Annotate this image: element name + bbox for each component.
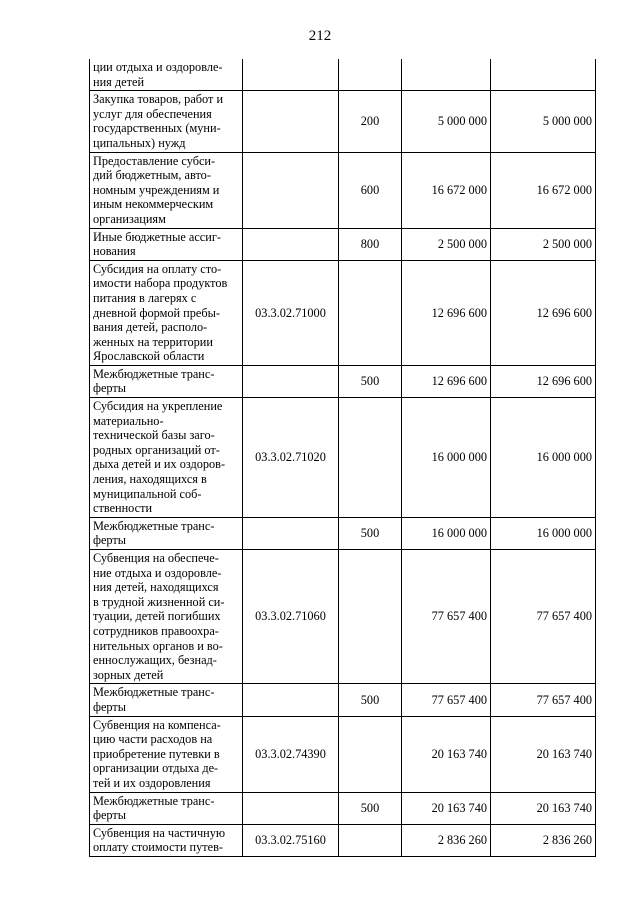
- amount-cell: 2 836 260: [402, 824, 491, 856]
- amount-cell: 20 163 740: [402, 716, 491, 792]
- row-name-cell: Закупка товаров, работ и услуг для обеспечения государственных (муни- ципальных) нужд: [90, 91, 243, 152]
- target-code-cell: 03.3.02.71060: [243, 550, 339, 684]
- amount-cell: 12 696 600: [402, 260, 491, 365]
- amount-total-cell: 2 836 260: [491, 824, 596, 856]
- amount-cell: 16 000 000: [402, 398, 491, 518]
- amount-cell: 20 163 740: [402, 792, 491, 824]
- expense-type-cell: 800: [339, 228, 402, 260]
- row-name-cell: ции отдыха и оздоровле- ния детей: [90, 59, 243, 91]
- amount-cell: 16 672 000: [402, 152, 491, 228]
- amount-cell: 5 000 000: [402, 91, 491, 152]
- expense-type-cell: 500: [339, 684, 402, 716]
- table-row: [90, 684, 596, 716]
- expense-type-cell: [339, 824, 402, 856]
- table-row: [90, 716, 596, 792]
- amount-cell: 2 500 000: [402, 228, 491, 260]
- row-name-cell: Межбюджетные транс- ферты: [90, 684, 243, 716]
- page-number: 212: [308, 28, 332, 44]
- target-code-cell: [243, 152, 339, 228]
- target-code-cell: [243, 59, 339, 91]
- table-row: [90, 517, 596, 549]
- expense-type-cell: [339, 260, 402, 365]
- row-name-cell: Субсидия на укрепление материально- технической базы заго- родных организаций от- дыха детей и их оздоров- ления, находящихся в муниципальной соб- ственности: [90, 398, 243, 518]
- target-code-cell: 03.3.02.75160: [243, 824, 339, 856]
- target-code-cell: 03.3.02.71000: [243, 260, 339, 365]
- amount-total-cell: 20 163 740: [491, 716, 596, 792]
- table-row: [90, 550, 596, 684]
- expense-type-cell: [339, 398, 402, 518]
- table-row: [90, 59, 596, 91]
- amount-total-cell: 12 696 600: [491, 365, 596, 397]
- amount-total-cell: 16 000 000: [491, 517, 596, 549]
- target-code-cell: [243, 91, 339, 152]
- target-code-cell: [243, 684, 339, 716]
- row-name-cell: Субвенция на компенса- цию части расходов на приобретение путевки в организации отдыха де- тей и их оздоровления: [90, 716, 243, 792]
- target-code-cell: [243, 517, 339, 549]
- table-row: [90, 260, 596, 365]
- target-code-cell: 03.3.02.74390: [243, 716, 339, 792]
- budget-table-body: [90, 59, 596, 856]
- target-code-cell: [243, 792, 339, 824]
- row-name-cell: Иные бюджетные ассиг- нования: [90, 228, 243, 260]
- target-code-cell: [243, 365, 339, 397]
- expense-type-cell: 500: [339, 517, 402, 549]
- amount-total-cell: 16 000 000: [491, 398, 596, 518]
- expense-type-cell: 500: [339, 365, 402, 397]
- row-name-cell: Субвенция на обеспече- ние отдыха и оздоровле- ния детей, находящихся в трудной жизненной си- туации, детей погибших сотрудников правоохра- нительных органов и во- еннослужащих, безнад- зорных детей: [90, 550, 243, 684]
- expense-type-cell: 500: [339, 792, 402, 824]
- amount-cell: 77 657 400: [402, 550, 491, 684]
- amount-cell: 16 000 000: [402, 517, 491, 549]
- row-name-cell: Предоставление субси- дий бюджетным, авто- номным учреждениям и иным некоммерческим организациям: [90, 152, 243, 228]
- expense-type-cell: 600: [339, 152, 402, 228]
- amount-cell: [402, 59, 491, 91]
- target-code-cell: 03.3.02.71020: [243, 398, 339, 518]
- amount-total-cell: [491, 59, 596, 91]
- table-row: [90, 792, 596, 824]
- table-row: [90, 398, 596, 518]
- budget-table: [89, 59, 596, 857]
- row-name-cell: Субсидия на оплату сто- имости набора продуктов питания в лагерях с дневной формой пребы- вания детей, располо- женных на территории Ярославской области: [90, 260, 243, 365]
- expense-type-cell: [339, 550, 402, 684]
- table-row: [90, 824, 596, 856]
- row-name-cell: Межбюджетные транс- ферты: [90, 517, 243, 549]
- amount-total-cell: 16 672 000: [491, 152, 596, 228]
- expense-type-cell: [339, 59, 402, 91]
- row-name-cell: Межбюджетные транс- ферты: [90, 792, 243, 824]
- target-code-cell: [243, 228, 339, 260]
- expense-type-cell: [339, 716, 402, 792]
- row-name-cell: Субвенция на частичную оплату стоимости путев-: [90, 824, 243, 856]
- amount-cell: 12 696 600: [402, 365, 491, 397]
- amount-total-cell: 2 500 000: [491, 228, 596, 260]
- amount-total-cell: 77 657 400: [491, 550, 596, 684]
- table-row: [90, 152, 596, 228]
- table-row: [90, 228, 596, 260]
- amount-total-cell: 12 696 600: [491, 260, 596, 365]
- amount-total-cell: 20 163 740: [491, 792, 596, 824]
- row-name-cell: Межбюджетные транс- ферты: [90, 365, 243, 397]
- amount-cell: 77 657 400: [402, 684, 491, 716]
- amount-total-cell: 77 657 400: [491, 684, 596, 716]
- table-row: [90, 365, 596, 397]
- amount-total-cell: 5 000 000: [491, 91, 596, 152]
- expense-type-cell: 200: [339, 91, 402, 152]
- table-row: [90, 91, 596, 152]
